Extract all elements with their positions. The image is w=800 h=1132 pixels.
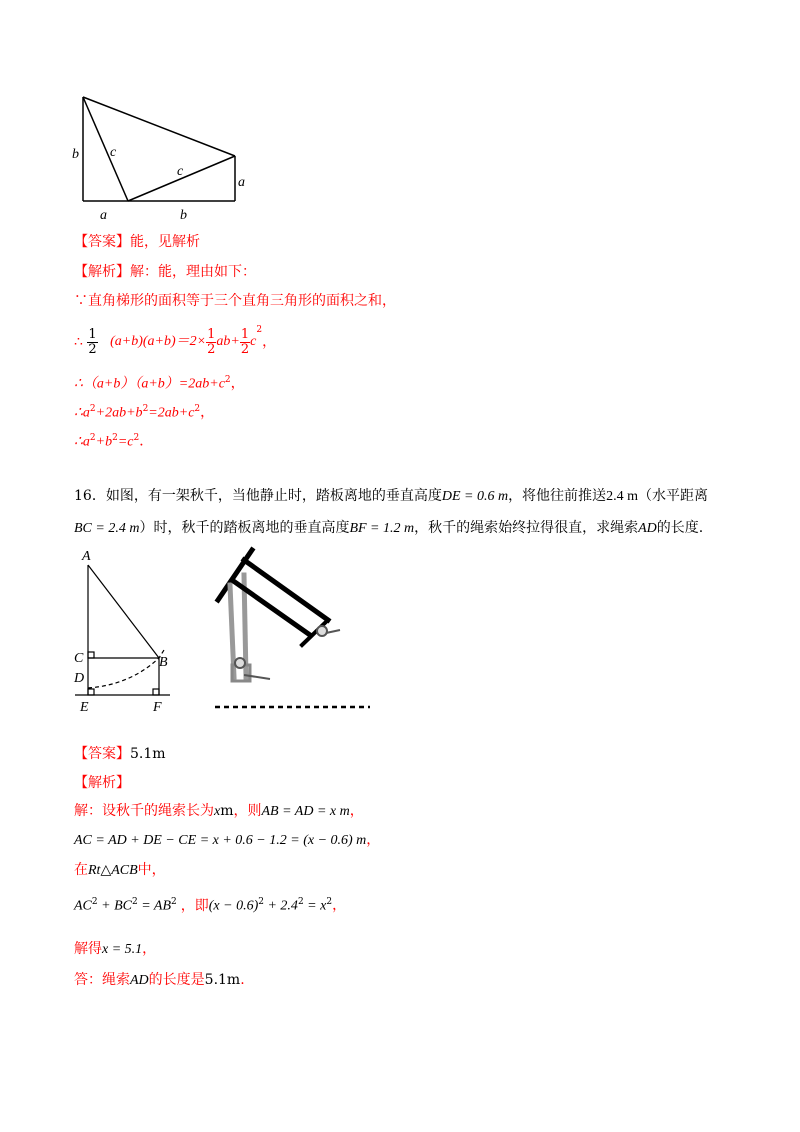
q16-answer-line: 【答案】5.1m bbox=[74, 746, 166, 762]
q16-solution-5: 解得x = 5.1， bbox=[74, 941, 157, 957]
q16-solution-6: 答：绳索AD的长度是5.1m. bbox=[74, 972, 245, 988]
q15-answer-line bbox=[74, 233, 200, 251]
right-angle-F bbox=[153, 689, 159, 695]
q15-equation-4: $\therefore a^2+b^2=c^2$． bbox=[74, 433, 154, 450]
q15-analysis-line bbox=[74, 263, 256, 281]
fraction-half-2: $\frac{1}{2}$ bbox=[207, 326, 216, 357]
point-C: C bbox=[74, 651, 84, 666]
swing-illustration bbox=[210, 535, 380, 720]
point-A: A bbox=[82, 549, 91, 564]
q15-equation-1: ∴ $\frac{1}{2}$ (a+b)(a+b)＝2× $\frac{1}{2}$ ab+ $\frac{1}{2}$ $c^2$， bbox=[74, 325, 277, 357]
point-D: D bbox=[74, 671, 85, 686]
q16-solution-4: $AC^2 + BC^2 = AB^2$ ，即$(x - 0.6)^2 + 2.4^2 = x^2$， bbox=[74, 897, 347, 914]
analysis-intro: 解：能，理由如下： bbox=[130, 264, 256, 280]
fraction-half-3: $\frac{1}{2}$ bbox=[240, 326, 250, 357]
point-B: B bbox=[159, 655, 168, 670]
child-figure-back bbox=[235, 658, 270, 679]
swing-rope-back bbox=[230, 585, 234, 677]
label-b-left: b bbox=[72, 147, 79, 162]
label-a-bottom: a bbox=[100, 208, 107, 223]
trapezoid-figure bbox=[60, 85, 260, 225]
segment-AB bbox=[88, 565, 159, 658]
point-E: E bbox=[80, 700, 89, 715]
label-b-bottom: b bbox=[180, 208, 187, 223]
answer-text: 能，见解析 bbox=[130, 234, 200, 250]
right-angle-E bbox=[88, 689, 94, 695]
q16-problem-line-2: BC = 2.4 m）时，秋千的踏板离地的垂直高度BF = 1.2 m，秋千的绳索始终拉得很直，求绳索AD的长度. bbox=[74, 520, 704, 536]
arc-DB bbox=[88, 650, 164, 688]
swing-geometry-figure bbox=[60, 545, 180, 715]
child-figure-front bbox=[317, 626, 340, 636]
q15-because-line: ∵直角梯形的面积等于三个直角三角形的面积之和， bbox=[74, 293, 396, 309]
analysis-tag: 【解析】 bbox=[74, 264, 130, 280]
answer-tag: 【答案】 bbox=[74, 234, 130, 250]
right-angle-C bbox=[88, 652, 94, 658]
trapezoid-top-edge bbox=[83, 97, 235, 156]
q16-solution-3: 在Rt△ACB中， bbox=[74, 862, 166, 878]
point-F: F bbox=[153, 700, 162, 715]
q16-problem-line-1: 16．如图，有一架秋千，当他静止时，踏板离地的垂直高度DE = 0.6 m，将他往前推送2.4 m（水平距离 bbox=[74, 488, 708, 504]
fraction-half: $\frac{1}{2}$ bbox=[88, 326, 97, 357]
q16-solution-2: AC = AD + DE − CE = x + 0.6 − 1.2 = (x − 0.6) m， bbox=[74, 832, 381, 848]
q16-solution-1: 解：设秋千的绳索长为xm，则AB = AD = x m， bbox=[74, 803, 364, 819]
label-c-2: c bbox=[177, 164, 184, 179]
q15-equation-3: $\therefore a^2+2ab+b^2=2ab+c^2$， bbox=[74, 404, 215, 421]
label-a-right: a bbox=[238, 175, 245, 190]
q15-equation-2: $\therefore(a+b)(a+b)=2ab+c^2$， bbox=[74, 375, 245, 392]
swing-rope-front-2 bbox=[244, 560, 328, 620]
label-c-1: c bbox=[110, 145, 117, 160]
q16-analysis-tag: 【解析】 bbox=[74, 775, 130, 791]
